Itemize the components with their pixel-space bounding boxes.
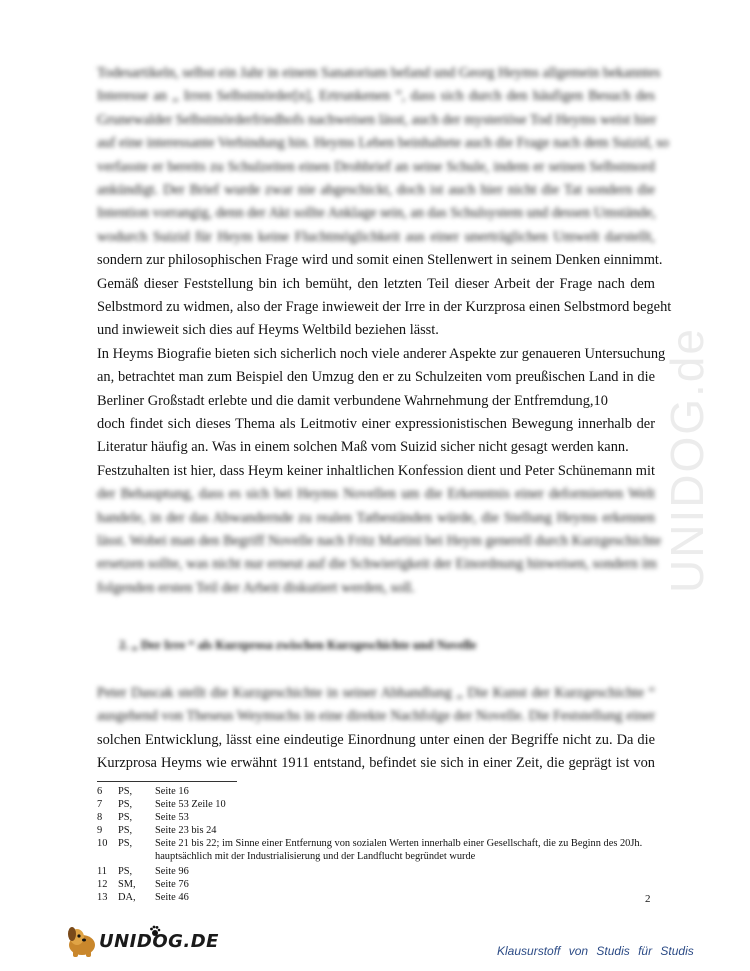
footnote-number: 12 xyxy=(97,879,108,890)
footnote-source: SM, xyxy=(118,879,136,890)
footnote-number: 11 xyxy=(97,866,108,877)
text-line: Literatur häufig an. Was in einem solchen Maß vom Suizid sicher nicht gesagt werden kann. xyxy=(97,439,629,456)
text-line: Todesartikeln, selbst ein Jahr in einem Sanatorium befand und Georg Heyms allgemein bekanntes xyxy=(97,65,661,81)
footnote-source: PS, xyxy=(118,786,133,797)
footnote-source: PS, xyxy=(118,838,133,849)
text-line: Interesse an „ Irren Selbstmörder[n], Ertrunkenen ”, dass sich durch den häufigen Besuch des xyxy=(97,88,655,105)
text-line: solchen Entwicklung, lässt eine eindeutige Einordnung unter einen der Begriffe nicht zu. Da die xyxy=(97,731,655,748)
footnote-text: Seite 96 xyxy=(155,866,189,877)
footnote-number: 10 xyxy=(97,838,108,849)
footnote-number: 7 xyxy=(97,799,103,810)
dog-icon xyxy=(65,925,101,959)
footnote-text: Seite 53 Zeile 10 xyxy=(155,799,226,810)
unidog-logo xyxy=(65,925,219,961)
watermark: UNIDOG.de xyxy=(661,327,713,593)
text-line: handele, in der das Abwandernde zu realen Tatbeständen würde, die Stellung Heyms erkennen xyxy=(97,509,655,526)
text-line: In Heyms Biografie bieten sich sicherlich noch viele anderer Aspekte zur genaueren Untersuchung xyxy=(97,345,666,362)
text-line: ankündigt. Der Brief wurde zwar nie abgeschickt, doch ist auch hier nicht die Tat sondern die xyxy=(97,182,655,198)
footnote-number: 9 xyxy=(97,825,103,836)
footnote-number: 6 xyxy=(97,786,103,797)
text-line: doch findet sich dieses Thema als Leitmotiv einer expressionistischen Bewegung innerhalb der xyxy=(97,416,655,432)
logo-wordmark: UNIDOG.DE xyxy=(99,931,219,952)
footnote-source: PS, xyxy=(118,866,133,877)
text-line: verfasste er bereits zu Schulzeiten einen Drohbrief an seine Schule, indem er seinen Selbstmord xyxy=(97,158,655,175)
text-line: ausgehend von Theseus Weymuchs in eine direkte Nachfolge der Novelle. Die Feststellung einer xyxy=(97,708,655,725)
text-line: Peter Dascak stellt die Kurzgeschichte in seiner Abhandlung „ Die Kunst der Kurzgeschichte “ xyxy=(97,685,655,701)
text-line: Gemäß dieser Feststellung bin ich bemüht, den letzten Teil dieser Arbeit der Frage nach dem xyxy=(97,275,655,292)
text-line: wodurch Suizid für Heym keine Fluchtmöglichkeit aus einer unerträglichen Umwelt darstellt, xyxy=(97,228,655,245)
page-number: 2 xyxy=(645,893,651,905)
footnote-source: PS, xyxy=(118,799,133,810)
footnote-source: PS, xyxy=(118,812,133,823)
section-heading: 2. „ Der Irre “ als Kurzprosa zwischen Kurzgeschichte und Novelle xyxy=(119,638,477,652)
text-line: Grunewalder Selbstmörderfriedhofs nachweisen lässt, auch der mysteriöse Tod Heyms weist hier xyxy=(97,111,657,128)
text-line: ersetzen sollte, was nicht nur erneut auf die Schwierigkeit der Einordnung hinweisen, sondern im xyxy=(97,556,657,573)
footnote-source: PS, xyxy=(118,825,133,836)
footnote-text: Seite 53 xyxy=(155,812,189,823)
footnote-text: Seite 76 xyxy=(155,879,189,890)
text-line: Selbstmord zu widmen, also der Frage inwieweit der Irre in der Kurzprosa einen Selbstmord begeht xyxy=(97,299,672,315)
footnote-text: Seite 46 xyxy=(155,892,189,903)
text-line: sondern zur philosophischen Frage wird und somit einen Stellenwert in seinem Denken einnimmt. xyxy=(97,252,663,269)
text-line: der Behauptung, dass es sich bei Heyms Novellen um die Erkenntnis einer deformierten Welt xyxy=(97,486,655,503)
text-line: auf eine interessante Verbindung hin. Heyms Leben beinhaltete auch die Frage nach dem Suizid, so xyxy=(97,135,669,152)
footnote-source: DA, xyxy=(118,892,136,903)
text-line: folgenden ersten Teil der Arbeit diskutiert werden, soll. xyxy=(97,579,416,596)
footnote-text: Seite 21 bis 22; im Sinne einer Entfernung von sozialen Werten innerhalb einer Gesellschaft, die zu Beginn des 20Jh. hauptsächlich mit der Industrialisierung und der Landflucht begründet wurde xyxy=(155,838,643,862)
footer-tagline: Klausurstoff von Studis für Studis xyxy=(497,944,694,958)
text-line: an, betrachtet man zum Beispiel den Umzug den er zu Schulzeiten vom preußischen Land in die xyxy=(97,369,655,386)
text-line: lässt. Wobei man den Begriff Novelle nach Fritz Martini bei Heym generell durch Kurzgeschichte xyxy=(97,533,662,549)
footnote-text: Seite 23 bis 24 xyxy=(155,825,217,836)
text-line: Festzuhalten ist hier, dass Heym keiner inhaltlichen Konfession dient und Peter Schünemann mit xyxy=(97,462,655,479)
text-line: Kurzprosa Heyms wie erwähnt 1911 entstand, befindet sie sich in einer Zeit, die geprägt ist von xyxy=(97,755,655,772)
footnote-number: 8 xyxy=(97,812,103,823)
footnote-text: Seite 16 xyxy=(155,786,189,797)
text-line: Intention vorrangig, denn der Akt sollte Anklage sein, an das Schulsystem und dessen Umstände, xyxy=(97,205,656,222)
text-line: Berliner Großstadt erlebte und die damit verbundene Wahrnehmung der Entfremdung,10 xyxy=(97,392,608,409)
footnote-number: 13 xyxy=(97,892,108,903)
text-line: und inwieweit sich dies auf Heyms Weltbild beziehen lässt. xyxy=(97,322,439,339)
footnote-divider xyxy=(97,781,237,782)
